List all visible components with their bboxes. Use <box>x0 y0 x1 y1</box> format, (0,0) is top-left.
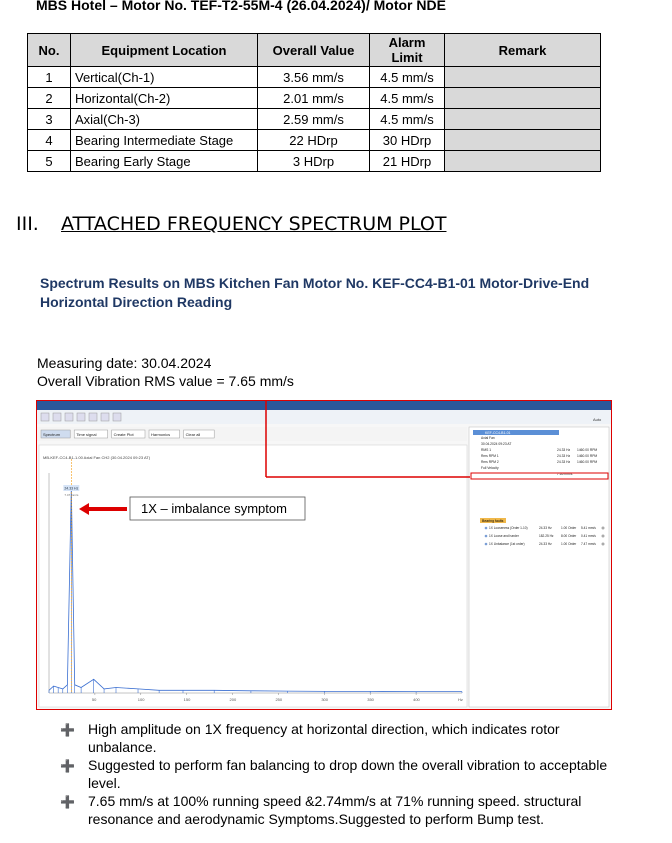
home-icon[interactable] <box>53 413 61 421</box>
cell-value: 3.56 mm/s <box>258 67 370 88</box>
cell-location: Bearing Early Stage <box>71 151 258 172</box>
fault-freq: 182.25 Hz <box>539 534 554 538</box>
cell-value: 2.01 mm/s <box>258 88 370 109</box>
fault-icon <box>485 527 488 530</box>
page-title: MBS Hotel – Motor No. TEF-T2-55M-4 (26.04.2024)/ Motor NDE <box>36 0 446 13</box>
cell-location: Bearing Intermediate Stage <box>71 130 258 151</box>
spectrum-software-screenshot <box>36 400 612 710</box>
zoom-mode[interactable]: Auto <box>593 417 602 422</box>
cell-value: 22 HDrp <box>258 130 370 151</box>
window-titlebar <box>37 401 611 410</box>
cell-no: 3 <box>28 109 71 130</box>
tree-item[interactable]: Rms RPM 1 <box>481 454 499 458</box>
bullet-item <box>60 721 620 756</box>
bullet-text: High amplitude on 1X frequency at horizontal direction, which indicates rotor unbalance. <box>88 721 560 755</box>
cell-limit: 4.5 mm/s <box>370 88 445 109</box>
cell-location: Horizontal(Ch-2) <box>71 88 258 109</box>
x-unit-label: Hz <box>458 697 463 702</box>
cell-value: 3 HDrp <box>258 151 370 172</box>
fault-header: Bearing faults <box>482 519 504 523</box>
cell-remark <box>445 109 601 130</box>
x-tick-label: 150 <box>183 697 191 702</box>
cell-limit: 4.5 mm/s <box>370 109 445 130</box>
bullet-arrow-icon: ➕ <box>60 759 75 773</box>
header-location: Equipment Location <box>71 34 258 67</box>
fault-val: 7.47 mm/s <box>581 542 596 546</box>
cell-location: Vertical(Ch-1) <box>71 67 258 88</box>
fault-name[interactable]: 1X Looseness (Order 1-10) <box>489 526 528 530</box>
header-remark: Remark <box>445 34 601 67</box>
tree-rpm: 1460.00 RPM <box>577 460 598 464</box>
fault-freq: 24.33 Hz <box>539 542 552 546</box>
tab-label: Time signal <box>76 432 97 437</box>
fault-freq: 24.33 Hz <box>539 526 552 530</box>
close-icon[interactable] <box>41 413 49 421</box>
tree-item[interactable]: 30.04.2024 09:23 AT <box>481 442 512 446</box>
view-tabs <box>41 430 214 438</box>
tab-label: Harmonics <box>151 432 171 437</box>
cell-location: Axial(Ch-3) <box>71 109 258 130</box>
tab-label: Clear all <box>185 432 201 437</box>
tree-value: 24.33 Hz <box>557 454 571 458</box>
tree-item[interactable]: Axial Fan <box>481 436 495 440</box>
tree-rpm: 1460.00 RPM <box>577 448 598 452</box>
bullet-item <box>60 757 620 792</box>
section-heading <box>16 213 446 235</box>
plot-header: MB-KEF-CC4-B1-1.00 Axial Fan CH2 (30.04.2024 09:23 AT) <box>43 455 151 460</box>
fault-order: 1.00 Order <box>561 526 577 530</box>
fault-list <box>485 526 605 546</box>
measurement-info <box>37 354 294 390</box>
overall-vibration: Overall Vibration RMS value = 7.65 mm/s <box>37 373 294 389</box>
toolbar <box>37 410 611 424</box>
table-row <box>28 130 601 151</box>
plot-panel <box>39 445 467 707</box>
tab-label: Create Plot <box>113 432 134 437</box>
header-limit: Alarm Limit <box>370 34 445 67</box>
tree-item[interactable]: RMS 1 <box>481 448 492 452</box>
table-row <box>28 88 601 109</box>
fault-status-icon <box>602 543 605 546</box>
fault-val: 5.41 mm/s <box>581 526 596 530</box>
peak-sub: 7.47 mm/s <box>64 493 79 497</box>
cell-limit: 21 HDrp <box>370 151 445 172</box>
fault-order: 8.00 Order <box>561 534 577 538</box>
cell-no: 1 <box>28 67 71 88</box>
cell-limit: 4.5 mm/s <box>370 67 445 88</box>
toolbar-icons <box>41 413 121 421</box>
bullet-item <box>60 793 620 828</box>
table-row <box>28 109 601 130</box>
header-no: No. <box>28 34 71 67</box>
x-tick-label: 50 <box>91 697 97 702</box>
fault-val: 0.41 mm/s <box>581 534 596 538</box>
bullet-arrow-icon: ➕ <box>60 795 75 809</box>
cell-remark <box>445 130 601 151</box>
table-row <box>28 151 601 172</box>
tab-label: Spectrum <box>43 432 61 437</box>
fault-name[interactable]: 1X Unbalance (1st order) <box>489 542 525 546</box>
fault-name[interactable]: 1X Loose and harder <box>489 534 519 538</box>
cell-no: 4 <box>28 130 71 151</box>
bullet-text: Suggested to perform fan balancing to drop down the overall vibration to acceptable level. <box>88 757 608 791</box>
spectrum-software-svg <box>37 401 611 709</box>
tree-root[interactable]: KEF-CC4-B1-01 <box>485 431 511 435</box>
cell-limit: 30 HDrp <box>370 130 445 151</box>
tree-value: 24.33 Hz <box>557 448 571 452</box>
tree-item[interactable]: Full Velocity <box>481 466 499 470</box>
print-icon[interactable] <box>89 413 97 421</box>
cell-no: 5 <box>28 151 71 172</box>
save-icon[interactable] <box>65 413 73 421</box>
x-tick-label: 350 <box>367 697 374 702</box>
section-number: III. <box>16 213 39 235</box>
peak-label: 24.33 Hz <box>64 486 79 491</box>
tree-rpm: 1460.00 RPM <box>577 454 598 458</box>
fault-order: 1.00 Order <box>561 542 577 546</box>
redo-icon[interactable] <box>113 413 121 421</box>
x-tick-label: 300 <box>321 697 329 702</box>
equipment-table <box>27 33 601 172</box>
bullet-text: 7.65 mm/s at 100% running speed &2.74mm/s at 71% running speed. structural resonance and aerodynamic Symptoms.Suggested to perform Bump test. <box>88 793 582 827</box>
x-tick-label: 250 <box>275 697 283 702</box>
tree-item[interactable]: Rms RPM 2 <box>481 460 499 464</box>
fault-status-icon <box>602 527 605 530</box>
section-title: ATTACHED FREQUENCY SPECTRUM PLOT <box>61 213 447 235</box>
cell-remark <box>445 67 601 88</box>
cell-remark <box>445 151 601 172</box>
fault-icon <box>485 543 488 546</box>
header-value: Overall Value <box>258 34 370 67</box>
spectrum-subtitle: Spectrum Results on MBS Kitchen Fan Motor No. KEF-CC4-B1-01 Motor-Drive-End Horizontal Direction Reading <box>40 275 590 310</box>
cell-remark <box>445 88 601 109</box>
cell-value: 2.59 mm/s <box>258 109 370 130</box>
undo-icon[interactable] <box>101 413 109 421</box>
fault-status-icon <box>602 535 605 538</box>
x-tick-label: 400 <box>413 697 420 702</box>
bullet-arrow-icon: ➕ <box>60 723 75 737</box>
tree-value: 24.33 Hz <box>557 460 571 464</box>
x-tick-label: 100 <box>137 697 145 702</box>
measuring-date: Measuring date: 30.04.2024 <box>37 355 212 371</box>
refresh-icon[interactable] <box>77 413 85 421</box>
fault-icon <box>485 535 488 538</box>
tree-value: 7.65 mm/s <box>557 472 573 476</box>
x-tick-label: 200 <box>229 697 237 702</box>
table-row <box>28 67 601 88</box>
findings-list <box>60 721 620 829</box>
annotation-text: 1X – imbalance symptom <box>141 501 287 516</box>
cell-no: 2 <box>28 88 71 109</box>
table-header-row <box>28 34 601 67</box>
